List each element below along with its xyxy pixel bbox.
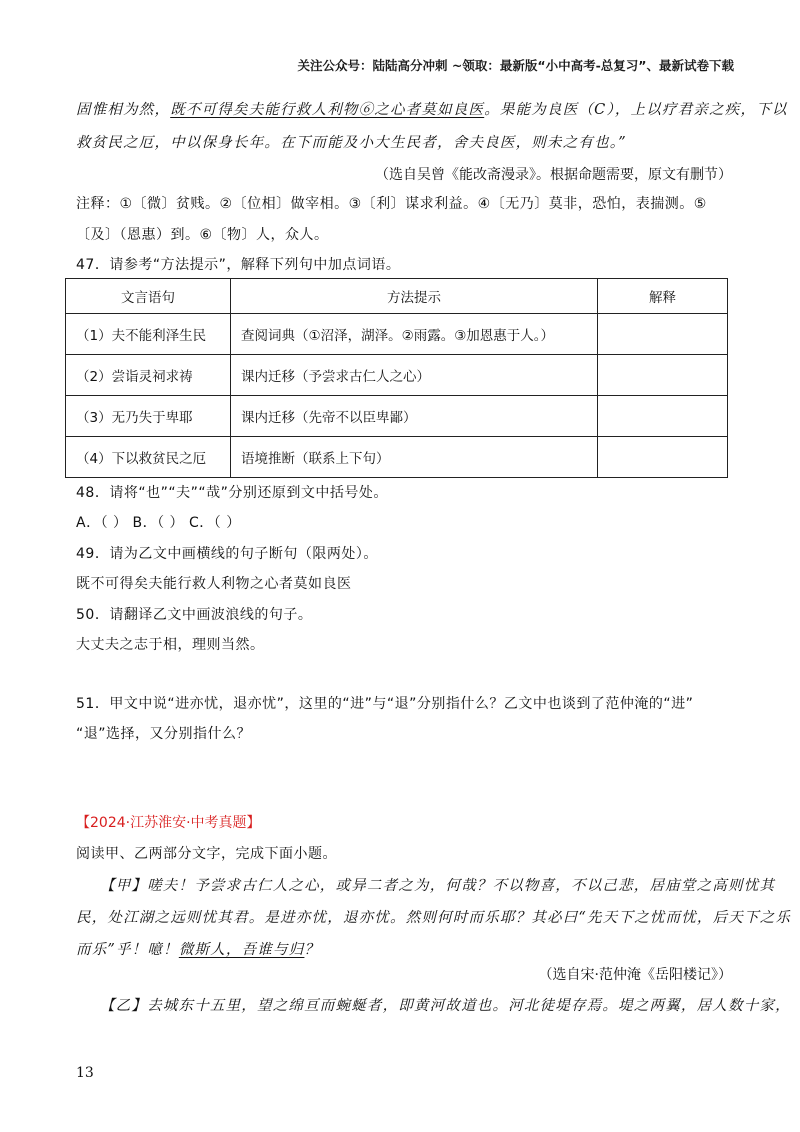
underlined-sentence: 既不可得矣夫能行救人利物⑥之心者莫如良医 [170, 102, 485, 118]
jia-line-1: 【甲】嗟夫！予尝求古仁人之心，或异二者之为，何哉？不以物喜，不以己悲，居庙堂之高则忧其 [100, 878, 776, 894]
jia-text: ？ [304, 942, 321, 958]
row-sentence: （2）尝诣灵祠求祷 [66, 355, 231, 396]
underlined-sentence: 微斯人，吾谁与归 [178, 942, 305, 958]
answer-cell[interactable] [598, 314, 728, 355]
header-sentence: 文言语句 [66, 279, 231, 314]
table-row [66, 355, 728, 396]
section-instruction: 阅读甲、乙两部分文字，完成下面小题。 [76, 846, 337, 862]
passage-line-2: 救贫民之厄，中以保身长年。在下而能及小大生民者，舍夫良医，则未之有也。” [76, 135, 627, 151]
jia-line-2: 民，处江湖之远则忧其君。是进亦忧，退亦忧。然则何时而乐耶？其必曰“先天下之忧而忧，后天下之乐 [76, 910, 792, 926]
answer-cell[interactable] [598, 437, 728, 478]
passage-source: （选自吴曾《能改斋漫录》。根据命题需要，原文有删节） [375, 167, 732, 183]
row-hint: 课内迁移（予尝求古仁人之心） [231, 355, 598, 396]
method-table [65, 278, 728, 478]
question-49-sentence: 既不可得矣夫能行救人利物之心者莫如良医 [76, 576, 352, 592]
question-49: 49．请为乙文中画横线的句子断句（限两处）。 [76, 546, 378, 562]
table-row [66, 396, 728, 437]
passage-text: 。果能为良医（C），上以疗君亲之疾，下以 [484, 102, 788, 118]
exam-source-tag: 【2024·江苏淮安·中考真题】 [76, 815, 261, 831]
jia-line-3 [76, 938, 320, 959]
passage-text: 固惟相为然， [76, 102, 171, 118]
header-hint: 方法提示 [231, 279, 598, 314]
question-51-line-2: “退”选择，又分别指什么？ [76, 726, 252, 742]
notes-line-1: 注释：①〔微〕贫贱。②〔位相〕做宰相。③〔利〕谋求利益。④〔无乃〕莫非，恐怕，表揣测。⑤ [76, 196, 707, 212]
page-header: 关注公众号：陆陆高分冲刺 ~领取：最新版“小中高考-总复习”、最新试卷下载 [297, 58, 734, 73]
row-hint: 查阅词典（①沼泽，湖泽。②雨露。③加恩惠于人。） [231, 314, 598, 355]
passage-line-1 [76, 98, 788, 119]
row-sentence: （4）下以救贫民之厄 [66, 437, 231, 478]
question-48-blanks[interactable]: A．（ ） B．（ ） C．（ ） [76, 515, 241, 531]
answer-cell[interactable] [598, 396, 728, 437]
yi-line-1: 【乙】去城东十五里，望之绵亘而蜿蜒者，即黄河故道也。河北徒堤存焉。堤之两翼，居人数十家， [100, 998, 791, 1014]
table-row [66, 314, 728, 355]
jia-text: 而乐”乎！噫！ [76, 942, 179, 958]
header-answer: 解释 [598, 279, 728, 314]
table-header-row [66, 279, 728, 314]
notes-line-2: 〔及〕（恩惠）到。⑥〔物〕人，众人。 [76, 227, 329, 243]
row-sentence: （1）夫不能利泽生民 [66, 314, 231, 355]
page-number: 13 [76, 1065, 94, 1081]
question-50-sentence: 大丈夫之志于相，理则当然。 [76, 637, 265, 653]
table-row [66, 437, 728, 478]
row-hint: 语境推断（联系上下句） [231, 437, 598, 478]
question-50: 50．请翻译乙文中画波浪线的句子。 [76, 607, 313, 623]
jia-source: （选自宋·范仲淹《岳阳楼记》） [538, 967, 732, 983]
answer-cell[interactable] [598, 355, 728, 396]
row-hint: 课内迁移（先帝不以臣卑鄙） [231, 396, 598, 437]
question-48: 48．请将“也”“夫”“哉”分别还原到文中括号处。 [76, 485, 388, 501]
question-47: 47．请参考“方法提示”，解释下列句中加点词语。 [76, 257, 401, 273]
question-51-line-1: 51．甲文中说“进亦忧，退亦忧”，这里的“进”与“退”分别指什么？乙文中也谈到了范仲淹的“进” [76, 696, 694, 712]
row-sentence: （3）无乃失于卑耶 [66, 396, 231, 437]
